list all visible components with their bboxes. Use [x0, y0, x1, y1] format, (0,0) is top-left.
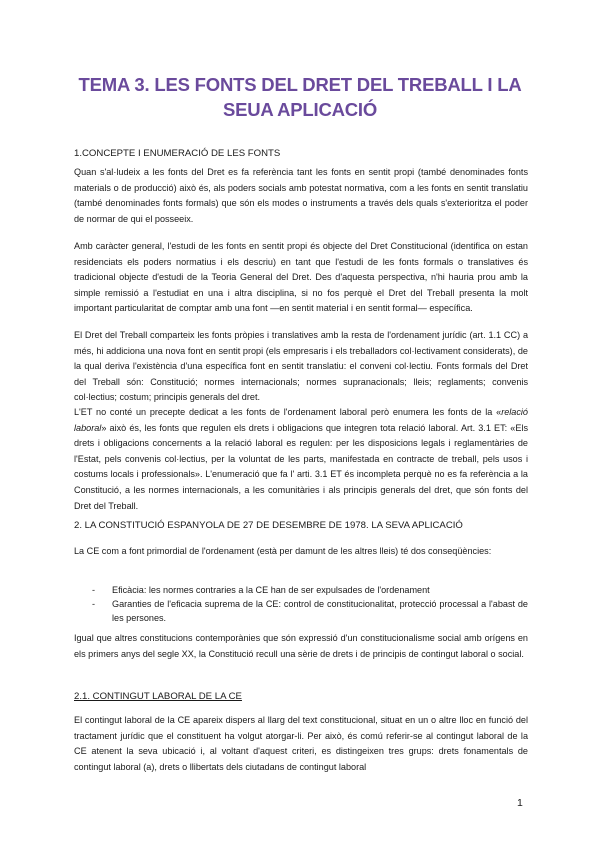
- page-number: 1: [517, 797, 523, 809]
- section-2-1-paragraph-1: El contingut laboral de la CE apareix dispers al llarg del text constitucional, situat en un o altre lloc en funció del tractament jurídic que el constituent ha volgut atorgar-li. Per això, és comú referir-se al contingut laboral de la CE atenent la seva ubicació i, al voltant d'aquest criteri, es distingeixen tres grups: drets fonamentals de contingut laboral (a), drets o llibertats dels ciutadans de contingut laboral: [74, 715, 528, 772]
- section-1-paragraph-2: Amb caràcter general, l'estudi de les fonts en sentit propi és objecte del Dret Constitucional (identifica on estan residenciats els poders normatius i els descriu) en tant que l'estudi de les fonts formals o translatives és tradicional objecte d'estudi de la Teoria General del Dret. Des d'aquesta perspectiva, n'hi hauria prou amb la simple remissió a l'estudiat en una i altra disciplina, si no fos perquè el Dret del Treball presenta la molt important particularitat de comptar amb una font —en sentit material i en sentit formal— específica.: [74, 241, 528, 314]
- section-2-paragraph-2: Igual que altres constitucions contemporànies que són expressió d'un constitucionalisme social amb orígens en els primers anys del segle XX, la Constitució recull una sèrie de drets i de principis de contingut laboral o social.: [74, 633, 528, 659]
- paragraph-4-text-b: » això és, les fonts que regulen els drets i obligacions que integren tota relació laboral. Art. 3.1 ET: «Els drets i obligacions concernents a la relació laboral es regulen: per les disposicions legals i reglamentàries de l'Estat, pels convenis col·lectius, per la voluntat de les parts, manifestada en contracte de treball, pels usos i costums locals i professionals». L'enumeració que fa l' arti. 3.1 ET és incompleta perquè no es fa referència a la Constitució, a les normes internacionals, a les comunitàries i als principis generals del dret, que són fonts del Dret del Treball.: [74, 422, 528, 511]
- list-item: [92, 583, 528, 597]
- list-item: [92, 597, 528, 625]
- section-2-paragraph-1: La CE com a font primordial de l'ordenament (està per damunt de les altres lleis) té dos conseqüències:: [74, 546, 492, 556]
- section-2-heading: 2. LA CONSTITUCIÓ ESPANYOLA DE 27 DE DESEMBRE DE 1978. LA SEVA APLICACIÓ: [74, 520, 463, 531]
- bullet-dash: -: [92, 585, 96, 595]
- section-1-paragraph-3: El Dret del Treball comparteix les fonts pròpies i translatives amb la resta de l'ordenament jurídic (art. 1.1 CC) a més, hi addiciona una nova font en sentit propi (els empresaris i els treballadors col·lectivament considerats), de la qual deriva l'existència d'una específica font en sentit translatiu: el conveni col·lectiu. Fonts formals del Dret del Treball són: Constitució; normes internacionals; normes supranacionals; lleis; reglaments; convenis col·lectius; costum; principis generals del dret.: [74, 330, 528, 403]
- section-1-paragraph-1: Quan s'al·ludeix a les fonts del Dret es fa referència tant les fonts en sentit propi (també denominades fonts materials o de producció) això és, als poders socials amb potestat normativa, com a les fonts en sentit translatiu (també denominades fonts formals) que són els modes o instruments a través dels quals s'exterioritza el poder de normar de qui el posseeix.: [74, 167, 528, 224]
- section-2-1-heading: 2.1. CONTINGUT LABORAL DE LA CE: [74, 691, 242, 702]
- section-1-heading: 1.CONCEPTE I ENUMERACIÓ DE LES FONTS: [74, 148, 281, 159]
- list-item-text: Eficàcia: les normes contraries a la CE han de ser expulsades de l'ordenament: [112, 585, 430, 595]
- page-title: TEMA 3. LES FONTS DEL DRET DEL TREBALL I LA SEUA APLICACIÓ: [78, 74, 522, 120]
- list-item-text: Garanties de l'eficacia suprema de la CE: control de constitucionalitat, protecció processal a l'abast de les persones.: [112, 599, 528, 623]
- paragraph-4-text-a: L'ET no conté un precepte dedicat a les fonts de l'ordenament laboral però enumera les fonts de la «: [74, 407, 502, 417]
- section-1-paragraph-4: [74, 405, 528, 514]
- bullet-dash: -: [92, 599, 96, 609]
- paragraph-4-emphasis: relació laboral: [74, 407, 528, 433]
- consequences-list: [92, 583, 528, 625]
